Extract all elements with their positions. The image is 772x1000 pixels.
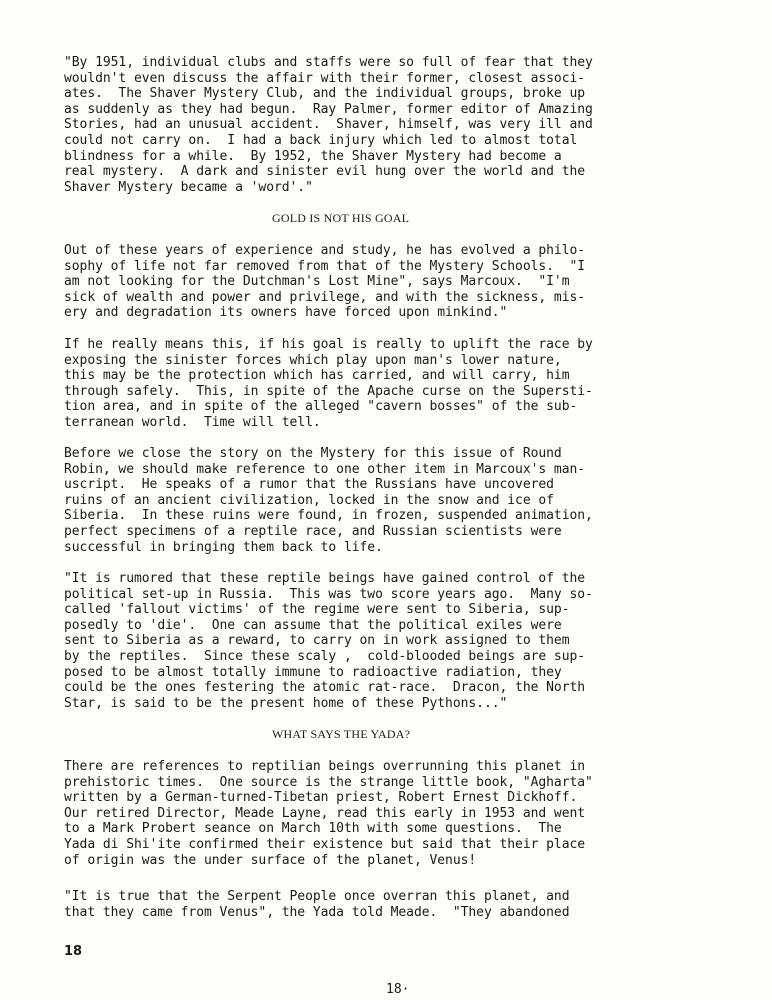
paragraph-shaver-club: "By 1951, individual clubs and staffs were so full of fear that they wouldn't even discuss the affair with their former, closest associ- ates. The Shaver Mystery Club, and the individual groups, broke up as suddenly as they had begun. Ray Palmer, former editor of Amazing Stories, had an unusual accident. Shaver, himself, was very ill and could not carry on. I had a back injury which led to almost total blindness for a while. By 1952, the Shaver Mystery had become a real mystery. A dark and sinister evil hung over the world and the Shaver Mystery became a 'word'." (64, 55, 593, 195)
footer-page-number: 18· (386, 982, 410, 997)
paragraph-philosophy: Out of these years of experience and study, he has evolved a philo- sophy of life not far removed from that of the Mystery Schools. "I am not looking for the Dutchman's Lost Mine", says Marcoux. "I'm sick of wealth and power and privilege, and with the sickness, mis- ery and degradation its owners have forced upon minkind." (64, 243, 586, 321)
paragraph-serpent-people: "It is true that the Serpent People once overran this planet, and that they came from Venus", the Yada told Meade. "They abandoned (64, 889, 570, 920)
paragraph-russian-rumor: Before we close the story on the Mystery for this issue of Round Robin, we should make reference to one other item in Marcoux's man- uscript. He speaks of a rumor that the Russians have uncovered ruins of an ancient civilization, locked in the snow and ice of Siberia. In these ruins were found, in frozen, suspended animation, perfect specimens of a reptile race, and Russian scientists were successful in bringing them back to life. (64, 446, 593, 555)
paragraph-reptile-beings: "It is rumored that these reptile beings have gained control of the political set-up in Russia. This was two score years ago. Many so- called 'fallout victims' of the regime were sent to Siberia, sup- posedly to 'die'. One can assume that the political exiles were sent to Siberia as a reward, to carry on in work assigned to them by the reptiles. Since these scaly , cold-blooded beings are sup- posed to be almost totally immune to radioactive radiation, they could be the ones festering the atomic rat-race. Dracon, the North Star, is said to be the present home of these Pythons..." (64, 571, 593, 711)
heading-what-says-yada: WHAT SAYS THE YADA? (272, 727, 411, 741)
page-number: 18 (64, 944, 83, 959)
paragraph-reptilian-references: There are references to reptilian beings overrunning this planet in prehistoric times. One source is the strange little book, "Agharta" written by a German-turned-Tibetan priest, Robert Ernest Dickhoff. Our retired Director, Meade Layne, read this early in 1953 and went to a Mark Probert seance on March 10th with some questions. The Yada di Shi'ite confirmed their existence but said that their place of origin was the under surface of the planet, Venus! (64, 759, 593, 868)
heading-gold-not-goal: GOLD IS NOT HIS GOAL (272, 211, 410, 225)
paragraph-uplift-race: If he really means this, if his goal is really to uplift the race by exposing the sinister forces which play upon man's lower nature, this may be the protection which has carried, and will carry, him through safely. This, in spite of the Apache curse on the Supersti- tion area, and in spite of the alleged "cavern bosses" of the sub- terranean world. Time will tell. (64, 337, 593, 430)
